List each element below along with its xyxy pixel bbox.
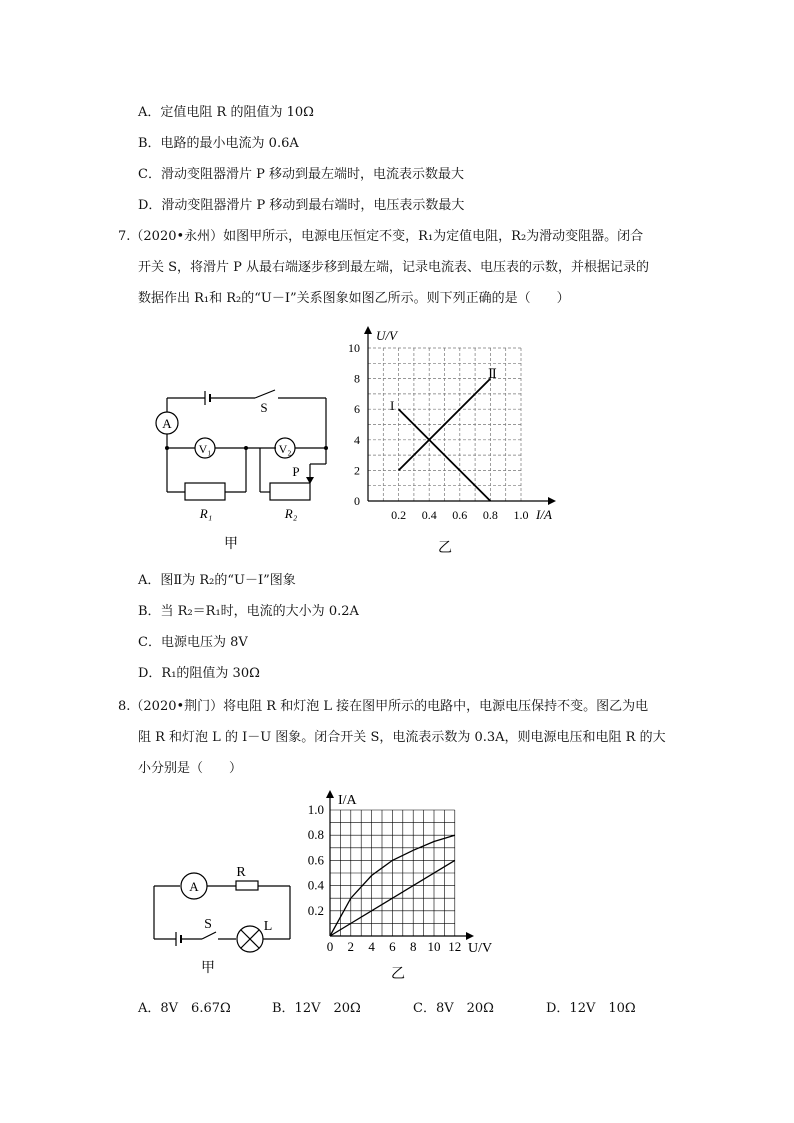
x-tick-label: 10 (427, 939, 441, 954)
q7-line-II-label: Ⅱ (488, 366, 497, 381)
q8-circuit-caption: 甲 (201, 961, 215, 976)
y-tick-label: 0.6 (307, 852, 324, 868)
series-line-II (399, 379, 491, 471)
q7-stem-line3: 数据作出 R₁和 R₂的“U－I”关系图象如图乙所示。则下列正确的是（ ） (138, 291, 570, 306)
x-tick-label: 12 (448, 939, 462, 954)
q7-x-axis-label: I/A (536, 507, 552, 522)
q7-option-c: C．电源电压为 8V (138, 635, 248, 650)
q8-option-a: A．8V 6.67Ω (138, 1001, 231, 1016)
y-tick-label: 6 (354, 402, 360, 417)
q7-v2-label: V₂ (278, 442, 292, 456)
q7-r2-label: R₂ (284, 506, 298, 521)
x-tick-label: 0.4 (421, 508, 437, 522)
q7-y-axis-label: U/V (376, 328, 397, 343)
y-tick-label: 8 (354, 371, 360, 386)
q8-option-b: B．12V 20Ω (272, 1001, 361, 1016)
q8-resistor-label: R (236, 865, 246, 880)
q7-ui-graph (330, 322, 570, 557)
q7-ammeter-label: A (162, 416, 172, 431)
q7-circuit-caption: 甲 (224, 537, 238, 552)
option-d: D．滑动变阻器滑片 P 移动到最右端时，电压表示数最大 (138, 198, 465, 213)
q7-circuit-diagram (150, 380, 340, 560)
q8-stem-line3: 小分别是（ ） (138, 761, 243, 776)
q8-graph-caption: 乙 (391, 967, 405, 982)
y-tick-label: 2 (354, 463, 360, 478)
q7-v1-label: V₁ (198, 442, 212, 456)
x-tick-label: 6 (389, 939, 396, 954)
option-b: B．电路的最小电流为 0.6A (138, 136, 299, 151)
q7-option-a: A．图Ⅱ为 R₂的“U－I”图象 (138, 573, 296, 588)
q7-graph-caption: 乙 (438, 541, 452, 556)
q7-switch-label: S (260, 400, 268, 415)
y-tick-label: 4 (354, 432, 360, 447)
x-tick-label: 1.0 (513, 508, 529, 522)
x-tick-label: 0.6 (452, 508, 468, 522)
x-tick-label: 8 (409, 939, 417, 954)
q8-switch-label: S (204, 917, 212, 932)
q8-x-axis-label: U/V (468, 941, 493, 956)
q8-option-d: D．12V 10Ω (546, 1001, 636, 1016)
q7-slider-label: P (292, 464, 300, 479)
q7-line-I-label: I (390, 398, 395, 413)
series-line-I (399, 409, 491, 501)
y-tick-label: 0.4 (307, 877, 324, 893)
q7-option-b: B．当 R₂＝R₁时，电流的大小为 0.2A (138, 604, 359, 619)
y-tick-label: 0 (354, 494, 360, 508)
q8-iu-graph (300, 786, 510, 986)
x-tick-label: 0.8 (482, 508, 498, 522)
y-tick-label: 0.2 (307, 902, 324, 918)
q7-r1-label: R₁ (199, 506, 213, 521)
y-tick-label: 10 (348, 341, 360, 355)
q8-lamp-label: L (263, 919, 273, 934)
x-tick-label: 2 (347, 939, 355, 954)
y-tick-label: 1.0 (307, 802, 324, 817)
option-c: C．滑动变阻器滑片 P 移动到最左端时，电流表示数最大 (138, 167, 464, 182)
q8-option-c: C．8V 20Ω (413, 1001, 494, 1016)
q8-circuit-diagram (150, 858, 295, 980)
q7-stem-line2: 开关 S，将滑片 P 从最右端逐步移到最左端，记录电流表、电压表的示数，并根据记录的 (138, 260, 650, 275)
q7-option-d: D．R₁的阻值为 30Ω (138, 666, 260, 681)
option-a: A．定值电阻 R 的阻值为 10Ω (138, 105, 314, 120)
q8-ammeter-label: A (189, 879, 199, 894)
x-tick-label: 0.2 (391, 508, 407, 522)
x-tick-label: 4 (368, 939, 375, 954)
x-tick-label: 0 (326, 939, 334, 954)
q8-stem-line2: 阻 R 和灯泡 L 的 I－U 图象。闭合开关 S，电流表示数为 0.3A，则电源电压和电阻 R 的大 (138, 730, 666, 745)
q8-stem-line1: 8.（2020•荆门）将电阻 R 和灯泡 L 接在图甲所示的电路中，电源电压保持不变。图乙为电 (118, 699, 649, 714)
q8-y-axis-label: I/A (338, 793, 357, 808)
q7-stem-line1: 7.（2020•永州）如图甲所示，电源电压恒定不变，R₁为定值电阻，R₂为滑动变阻器。闭合 (118, 229, 644, 244)
y-tick-label: 0.8 (307, 827, 324, 843)
